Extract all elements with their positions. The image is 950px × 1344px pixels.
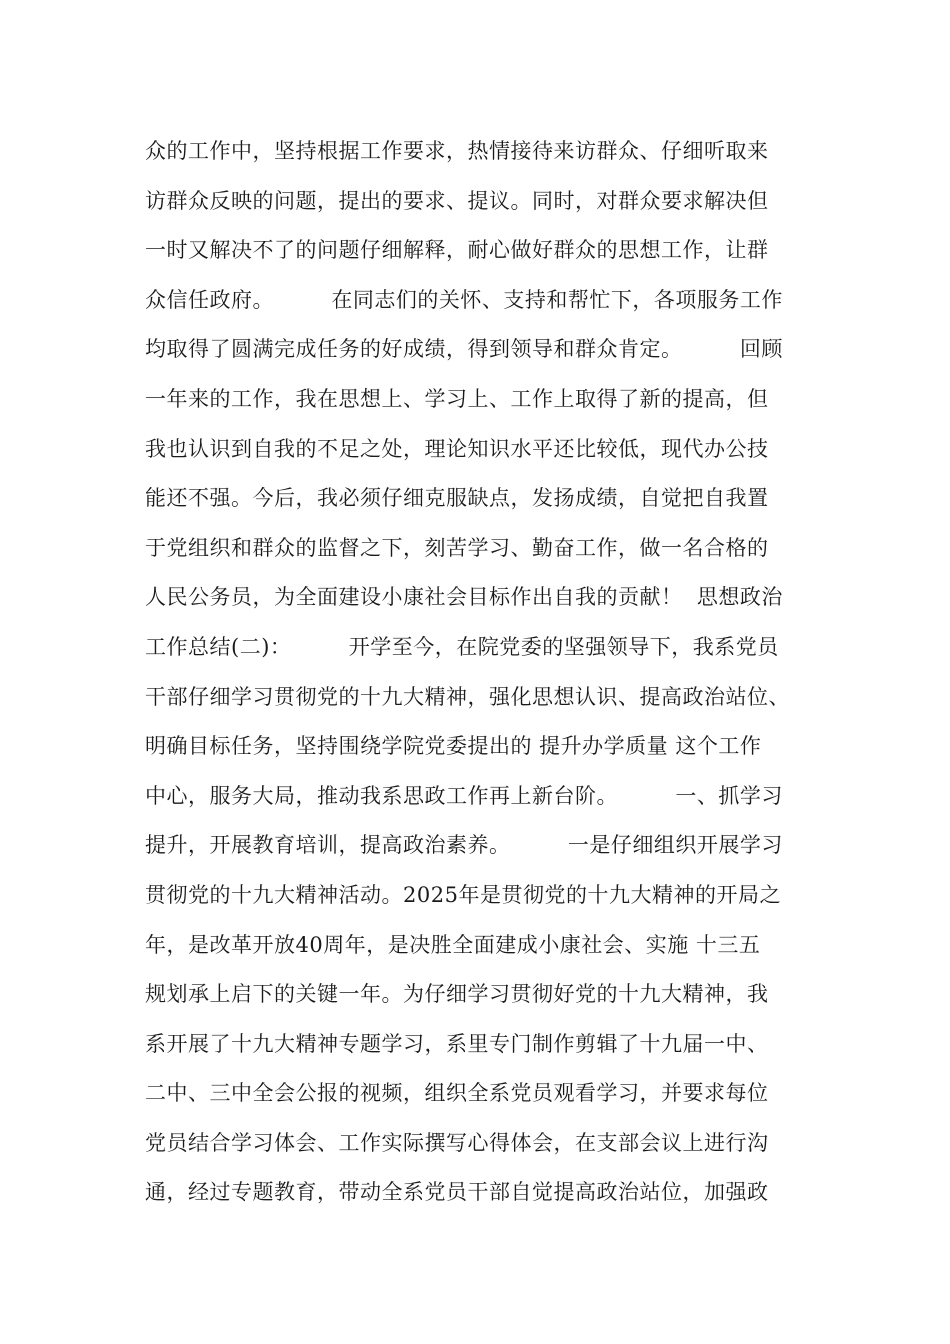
body-text [145, 127, 825, 1218]
text-line: 能还不强。今后，我必须仔细克服缺点，发扬成绩，自觉把自我置 [145, 486, 769, 511]
text-line: 我也认识到自我的不足之处，理论知识水平还比较低，现代办公技 [145, 436, 769, 461]
text-line: 一时又解决不了的问题仔细解释，耐心做好群众的思想工作，让群 [145, 238, 769, 263]
text-line: 均取得了圆满完成任务的好成绩，得到领导和群众肯定。 回顾 [145, 337, 783, 362]
text-line: 众的工作中，坚持根据工作要求，热情接待来访群众、仔细听取来 [145, 139, 769, 163]
text-line: 提升，开展教育培训，提高政治素养。 一是仔细组织开展学习 [145, 833, 783, 858]
text-line: 于党组织和群众的监督之下，刻苦学习、勤奋工作，做一名合格的 [145, 535, 769, 560]
text-line: 规划承上启下的关键一年。为仔细学习贯彻好党的十九大精神，我 [145, 982, 769, 1007]
text-line: 党员结合学习体会、工作实际撰写心得体会，在支部会议上进行沟 [145, 1130, 769, 1155]
text-line: 明确目标任务，坚持围绕学院党委提出的 提升办学质量 这个工作 [145, 734, 762, 759]
text-line: 年，是改革开放40周年，是决胜全面建成小康社会、实施 十三五 [145, 932, 761, 957]
text-line: 中心，服务大局，推动我系思政工作再上新台阶。 一、抓学习 [145, 783, 783, 808]
text-line: 人民公务员，为全面建设小康社会目标作出自我的贡献！ 思想政治 [145, 585, 783, 610]
text-line: 二中、三中全会公报的视频，组织全系党员观看学习，并要求每位 [145, 1081, 769, 1106]
text-line: 通，经过专题教育，带动全系党员干部自觉提高政治站位，加强政 [145, 1180, 769, 1205]
text-line: 访群众反映的问题，提出的要求、提议。同时，对群众要求解决但 [145, 188, 769, 213]
text-line: 干部仔细学习贯彻党的十九大精神，强化思想认识、提高政治站位、 [145, 684, 790, 709]
text-line: 系开展了十九大精神专题学习，系里专门制作剪辑了十九届一中、 [145, 1031, 769, 1056]
text-line: 工作总结(二)： 开学至今，在院党委的坚强领导下，我系党员 [145, 634, 779, 659]
text-line: 一年来的工作，我在思想上、学习上、工作上取得了新的提高，但 [145, 386, 769, 411]
text-line: 众信任政府。 在同志们的关怀、支持和帮忙下，各项服务工作 [145, 287, 783, 312]
text-line: 贯彻党的十九大精神活动。2025年是贯彻党的十九大精神的开局之 [145, 882, 781, 907]
